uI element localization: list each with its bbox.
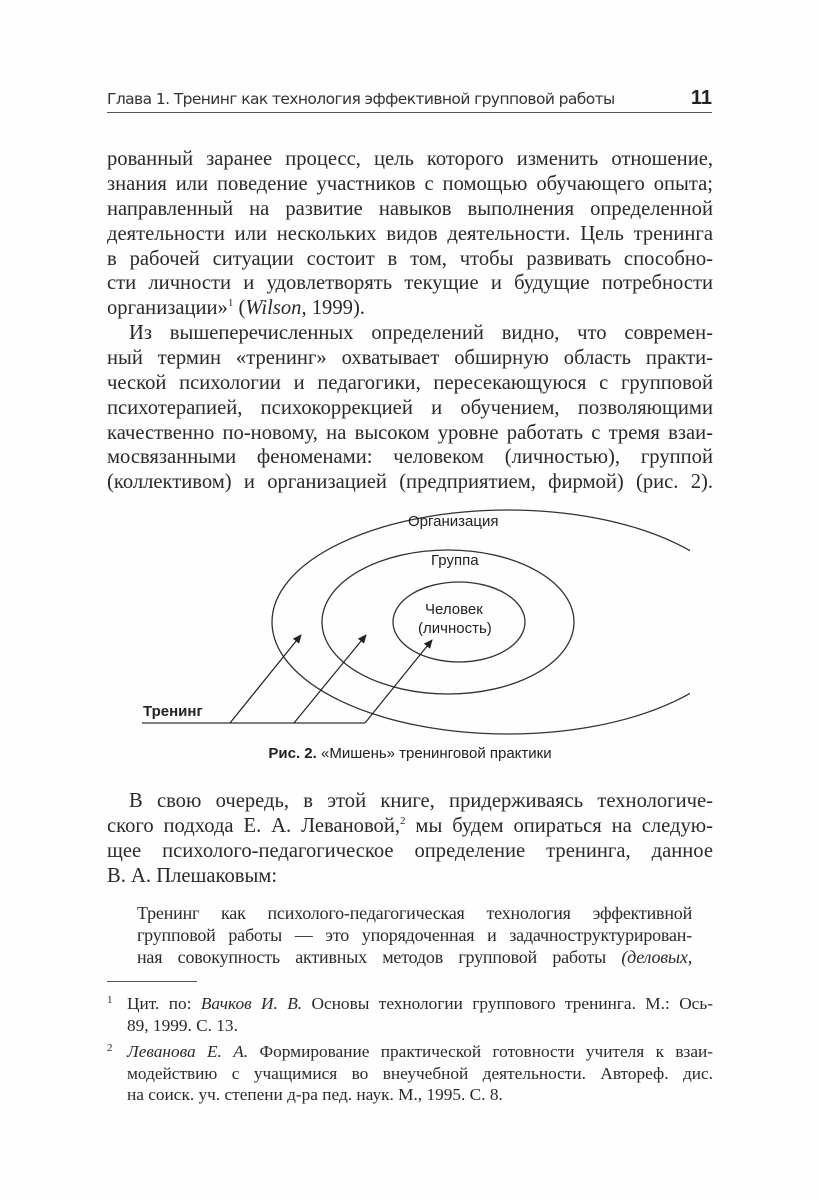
citation-author: Wilson: [245, 297, 302, 320]
label-person: Человек: [425, 601, 483, 618]
text-line: Из вышеперечисленных определений видно, что современ-: [129, 322, 713, 344]
chapter-title: Глава 1. Тренинг как технология эффективной групповой работы: [107, 90, 615, 108]
footnote-line: модействию с учащимися во внеучебной деятельности. Автореф. дис.: [127, 1063, 713, 1083]
quote-line: групповой работы — это упорядоченная и задачноструктурирован-: [137, 925, 692, 945]
text-line: психотерапией, психокоррекцией и обучением, позволяющими: [107, 396, 713, 419]
footnote-mark: 2: [107, 1042, 113, 1054]
text-line: знания или поведение участников с помощью обучающего опыта;: [107, 172, 713, 195]
quote-line: Тренинг как психолого-педагогическая технология эффективной: [137, 903, 692, 923]
caption-text: «Мишень» тренинговой практики: [320, 745, 552, 762]
caption-number: Рис. 2.: [268, 745, 317, 762]
text-line: качественно по-новому, на высоком уровне работать с тремя взаи-: [107, 421, 713, 444]
footnote-divider: [107, 981, 197, 982]
figure-caption: [130, 745, 690, 762]
quote-line: [137, 946, 692, 968]
arrow-to-organization: [230, 635, 301, 723]
text-fragment: Цит. по:: [127, 994, 201, 1013]
footnote-ref-2[interactable]: 2: [400, 814, 406, 827]
text-line: [107, 814, 713, 839]
footnote-author: Леванова Е. А.: [127, 1042, 249, 1061]
label-group: Группа: [431, 552, 479, 569]
footnote-mark: 1: [107, 994, 113, 1006]
text-fragment: ского подхода Е. А. Левановой,: [107, 814, 400, 837]
footnote-line: [127, 1041, 713, 1063]
diagram-graphic: [130, 500, 690, 780]
text-line: деятельности или нескольких видов деятельности. Цель тренинга: [107, 222, 713, 245]
text-line: мосвязанными феноменами: человеком (личностью), группой: [107, 446, 713, 469]
label-organization: Организация: [408, 513, 499, 530]
page-number: 11: [690, 87, 712, 109]
footnote-line: на соиск. уч. степени д-ра пед. наук. М., 1995. С. 8.: [127, 1085, 503, 1104]
text-line: сти личности и удовлетворять текущие и будущие потребности: [107, 272, 713, 295]
footnote-author: Вачков И. В.: [200, 994, 303, 1013]
text-line: щее психолого-педагогическое определение тренинга, данное: [107, 839, 713, 862]
label-personality: (личность): [418, 620, 492, 637]
footnote-line: 89, 1999. С. 13.: [127, 1015, 238, 1035]
citation-year: , 1999).: [301, 297, 365, 320]
footnote-1: [107, 993, 713, 1036]
text-line: В свою очередь, в этой книге, придерживаясь технологиче-: [129, 790, 713, 812]
text-fragment-italic: (деловых,: [621, 947, 692, 967]
paragraph-2: [107, 321, 713, 495]
text-line: рованный заранее процесс, цель которого изменить отношение,: [107, 148, 713, 170]
footnote-line: [127, 993, 713, 1015]
text-line: ный термин «тренинг» охватывает обширную область практи-: [107, 346, 713, 369]
text-line: в рабочей ситуации состоит в том, чтобы развивать способно-: [107, 247, 713, 270]
text-fragment: мы будем опираться на следую-: [405, 814, 713, 837]
target-diagram: [130, 500, 690, 780]
paragraph-3: [107, 789, 713, 889]
footnote-ref-1[interactable]: 1: [227, 297, 234, 310]
label-training: Тренинг: [143, 703, 203, 720]
text-line: направленный на развитие навыков выполнения определенной: [107, 197, 713, 220]
footnotes: [107, 993, 713, 1111]
text-fragment: организации»: [107, 297, 228, 320]
text-line: организации»$^1$ (Wilson, 1999).: [107, 297, 365, 320]
running-head: [107, 88, 712, 113]
text-fragment: ная совокупность активных методов групповой работы: [137, 947, 622, 967]
definition-quote: [137, 902, 692, 968]
text-fragment: Формирование практической готовности учителя к взаи-: [248, 1042, 714, 1061]
footnote-2: [107, 1041, 713, 1106]
text-line: (коллективом) и организацией (предприятием, фирмой) (рис. 2).: [107, 471, 713, 494]
text-fragment: Основы технологии группового тренинга. М.: Ось-: [302, 994, 713, 1013]
text-line: ческой психологии и педагогики, пересекающуюся с групповой: [107, 371, 713, 394]
text-line: В. А. Плешаковым:: [107, 864, 278, 887]
paragraph-1: [107, 147, 713, 321]
